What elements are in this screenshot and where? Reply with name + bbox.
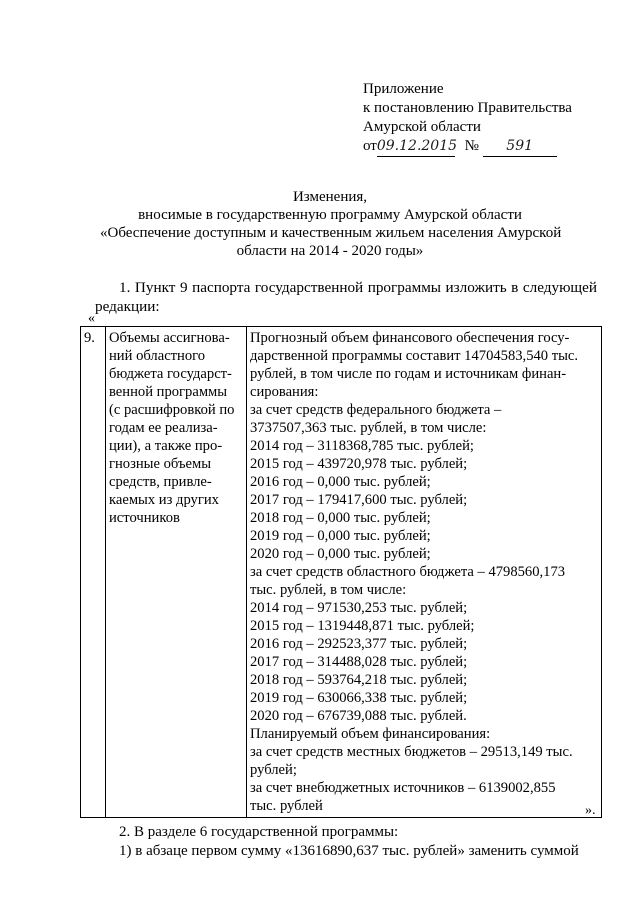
label-line: бюджета государст- <box>109 366 232 382</box>
title-line-2: вносимые в государственную программу Амурской области <box>138 207 522 223</box>
label-line: источников <box>109 510 180 526</box>
content-line: 2020 год – 676739,088 тыс. рублей. <box>250 708 467 724</box>
content-line: 2018 год – 593764,218 тыс. рублей; <box>250 672 468 688</box>
content-line: за счет внебюджетных источников – 6139002,855 <box>250 780 556 796</box>
content-line: 2017 год – 179417,600 тыс. рублей; <box>250 492 468 508</box>
label-line: средств, привле- <box>109 474 212 490</box>
content-line: за счет средств местных бюджетов – 29513,149 тыс. <box>250 744 573 760</box>
label-line: венной программы <box>109 384 228 400</box>
content-line: 2016 год – 0,000 тыс. рублей; <box>250 474 431 490</box>
paragraph-3: 1) в абзаце первом сумму «13616890,637 тыс. рублей» заменить суммой <box>119 843 579 859</box>
annex-line-1: Приложение <box>363 81 444 97</box>
content-line: Прогнозный объем финансового обеспечения госу- <box>250 330 570 346</box>
content-line: сирования: <box>250 384 319 400</box>
content-line: 2015 год – 439720,978 тыс. рублей; <box>250 456 468 472</box>
annex-line-2: к постановлению Правительства <box>363 100 572 116</box>
content-line: дарственной программы составит 14704583,540 тыс. <box>250 348 579 364</box>
title-line-1: Изменения, <box>292 189 368 205</box>
title-line-3: «Обеспечение доступным и качественным жильем населения Амурской <box>100 225 562 241</box>
table-row <box>81 327 602 818</box>
row-number-cell: 9. <box>81 327 106 818</box>
annex-line-3: Амурской области <box>363 119 481 135</box>
label-line: ции), а также про- <box>109 438 223 454</box>
content-cell <box>247 327 602 818</box>
label-line: годам ее реализа- <box>109 420 218 436</box>
content-line: 2014 год – 3118368,785 тыс. рублей; <box>250 438 474 454</box>
title-line-4: области на 2014 - 2020 годы» <box>236 243 424 259</box>
quote-close: ». <box>585 803 596 818</box>
content-line: 3737507,363 тыс. рублей, в том числе: <box>250 420 487 436</box>
content-line: 2014 год – 971530,253 тыс. рублей; <box>250 600 468 616</box>
content-line: тыс. рублей <box>250 798 323 814</box>
quote-open: « <box>88 311 95 326</box>
content-line: 2019 год – 630066,338 тыс. рублей; <box>250 690 468 706</box>
content-line: 2018 год – 0,000 тыс. рублей; <box>250 510 431 526</box>
paragraph-1: 1. Пункт 9 паспорта государственной программы изложить в следующей редакции: <box>95 279 597 315</box>
content-line: рублей, в том числе по годам и источникам финан- <box>250 366 567 382</box>
passport-table <box>80 326 602 818</box>
label-line: каемых из других <box>109 492 219 508</box>
handwritten-number: 591 <box>483 137 557 157</box>
document-title <box>100 188 560 260</box>
content-line: за счет средств областного бюджета – 4798560,173 <box>250 564 566 580</box>
content-line: Планируемый объем финансирования: <box>250 726 491 742</box>
label-line: (с расшифровкой по <box>109 402 235 418</box>
from-label: от <box>363 138 377 154</box>
number-label: № <box>464 138 479 154</box>
handwritten-date: 09.12.2015 <box>377 137 455 157</box>
label-cell <box>106 327 247 818</box>
annex-header <box>363 80 572 157</box>
content-line: 2016 год – 292523,377 тыс. рублей; <box>250 636 468 652</box>
content-line: 2017 год – 314488,028 тыс. рублей; <box>250 654 468 670</box>
content-line: за счет средств федерального бюджета – <box>250 402 502 418</box>
paragraph-2: 2. В разделе 6 государственной программы: <box>119 824 399 840</box>
content-line: 2015 год – 1319448,871 тыс. рублей; <box>250 618 475 634</box>
annex-date-number-line <box>363 137 572 157</box>
content-line: 2020 год – 0,000 тыс. рублей; <box>250 546 431 562</box>
content-line: рублей; <box>250 762 297 778</box>
content-line: 2019 год – 0,000 тыс. рублей; <box>250 528 431 544</box>
label-line: ний областного <box>109 348 206 364</box>
content-line: тыс. рублей, в том числе: <box>250 582 407 598</box>
label-line: гнозные объемы <box>109 456 212 472</box>
label-line: Объемы ассигнова- <box>109 330 230 346</box>
